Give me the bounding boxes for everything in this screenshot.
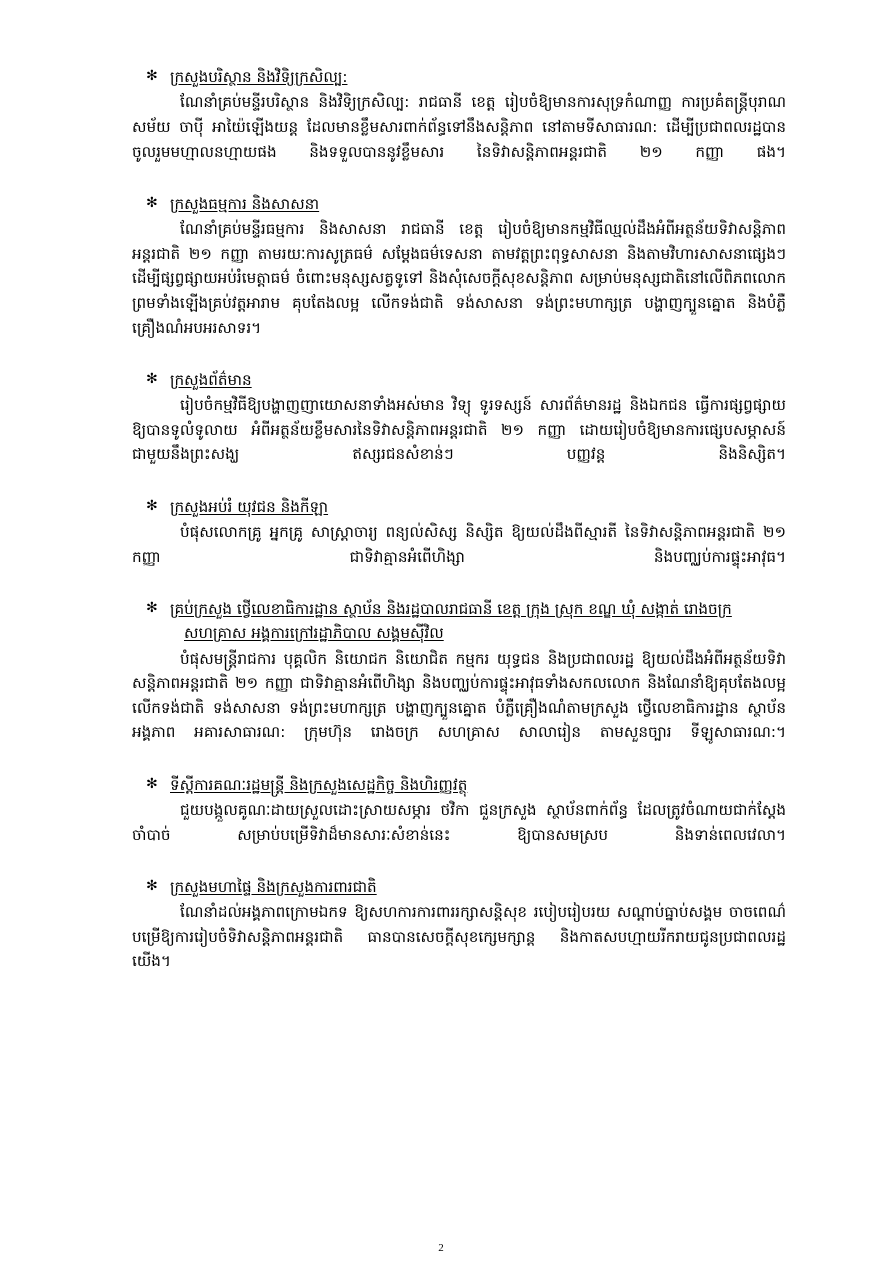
paragraph: បំផុសលោកគ្រូ អ្នកគ្រូ សាស្ត្រាចារ្យ ពន្យល់សិស្ស និស្សិត ឱ្យយល់ដឹងពីស្មារតី នៃទិវាសន្តិភាពអន្តរជាតិ ២១ កញ្ញា ជាទិវាគ្មានអំពើហិង្សា និងបញ្ឈប់ការផ្ទុះអាវុធ។	[132, 523, 786, 566]
bullet-icon: ✻	[146, 68, 158, 84]
paragraph: ជួយបង្កួលគូណៈដាយស្រួលដោះស្រាយសម្ភារ ថវិកា ជួនក្រសួង ស្ថាប័នពាក់ព័ន្ធ ដែលត្រូវចំណាយជាក់ស្តែងចាំបាច់ សម្រាប់បម្រើទិវាដ៏មានសារៈសំខាន់នេះ ឱ្យបានសមស្រប និងទាន់ពេលវេលា។	[132, 800, 786, 844]
section-heading-information	[132, 368, 786, 392]
bullet-icon: ✻	[146, 370, 158, 387]
bullet-icon: ✻	[146, 877, 158, 894]
section-heading-interior-defense	[132, 875, 786, 899]
page-number: 2	[438, 1242, 444, 1254]
section-heading-information-label: ក្រសួងព័ត៌មាន	[170, 370, 252, 389]
section-education-youth-sport	[132, 495, 786, 594]
paragraph: ណែនាំដល់អង្គភាពក្រោមឯកទ ឱ្យសហការការពាររក្សាសន្តិសុខ របៀបរៀបរយ សណ្តាប់ធ្នាប់សង្គម ចាចពេណ៌ បម្រើឱ្យការរៀបចំទិវាសន្តិភាពអន្តរជាតិ ធានបានសេចក្តីសុខក្សេមក្សាន្ត និងកាតសបហ្មាយរីករាយជូនប្រជាពលរដ្ឋយើង។	[132, 903, 786, 971]
section-heading-council-ministers-economy-label: ទីស្តីការគណៈរដ្ឋមន្ត្រី និងក្រសួងសេដ្ឋកិច្ច និងហិរញ្ញវត្ថុ	[170, 775, 468, 794]
section-heading-education-youth-sport-label: ក្រសួងអប់រំ យុវជន និងកីឡា	[170, 497, 329, 516]
section-council-ministers-economy	[132, 773, 786, 872]
section-heading-cults-religion	[132, 192, 786, 216]
section-heading-cults-religion-label: ក្រសួងធម្មការ និងសាសនា	[170, 194, 320, 213]
bullet-icon: ✻	[146, 599, 158, 616]
section-heading-council-ministers-economy	[132, 773, 786, 797]
document-body	[132, 65, 786, 999]
section-heading-ministries-institutions-label-line2: សហគ្រាស អង្គការក្រៅរដ្ឋាភិបាល សង្គមស៊ីវិល	[184, 624, 444, 643]
bullet-icon: ✻	[146, 497, 158, 514]
bullet-icon: ✻	[146, 775, 158, 792]
section-ministries-institutions	[132, 597, 786, 770]
section-heading-environment	[132, 65, 786, 89]
section-heading-interior-defense-label: ក្រសួងមហាផ្ទៃ និងក្រសួងការពារជាតិ	[170, 877, 377, 896]
paragraph: បំផុសមន្ត្រីរាជការ បុគ្គលិក និយោជក និយោជិត កម្មករ យុទ្ធជន និងប្រជាពលរដ្ឋ ឱ្យយល់ដឹងអំពីអត្ថន័យទិវាសន្តិភាពអន្តរជាតិ ២១ កញ្ញា ជាទិវាគ្មានអំពើហិង្សា និងបញ្ឈប់ការផ្ទុះអាវុធទាំងសកលលោក និងណែនាំឱ្យគុបតែងលម្អ លើកទង់ជាតិ ទង់សាសនា ទង់ព្រះមហាក្សត្រ បង្ហាញក្បួនគ្នោត បំភ្លឺគ្រឿងណំតាមក្រសួង ថ្វើលេខាធិការដ្ឋាន ស្ថាប័ន អង្គភាព អគារសាធារណ: ក្រុមហ៊ុន រោងចក្រ សហគ្រាស សាលារៀន តាមសួនច្បារ ទីឡូសាធារណ:។	[132, 649, 786, 742]
section-heading-education-youth-sport	[132, 495, 786, 519]
section-environment	[132, 65, 786, 189]
paragraph: រៀបចំកម្មវិធីឱ្យបង្ហាញញាយោសនាទាំងអស់មាន វិទ្យុ ទូរទស្សន៍ សារព័ត៌មានរដ្ឋ និងឯកជន ធ្វើការផ្សព្វផ្សាយឱ្យបានទូលំទូលាយ អំពីអត្ថន័យខ្លឹមសារនៃទិវាសន្តិភាពអន្តរជាតិ ២១ កញ្ញា ដោយរៀបចំឱ្យមានការផ្សេបសម្ភាសន៍ជាមួយនឹងព្រះសង្ឃ ឥស្សរជនសំខាន់ៗ បញ្ញវន្ត និងនិស្សិត។	[132, 396, 786, 464]
section-heading-environment-label: ក្រសួងបរិស្ថាន និងវិទិ្យក្រសិល្ប:	[170, 68, 348, 86]
section-heading-ministries-institutions	[132, 597, 786, 646]
section-heading-ministries-institutions-label: គ្រប់ក្រសួង ថ្វើលេខាធិការដ្ឋាន ស្ថាប័ន និងរដ្ឋបាលរាជធានី ខេត្ត ក្រុង ស្រុក ខណ្ឌ ឃុំ សង្កាត់ រោងចក្រ	[170, 599, 732, 618]
section-interior-defense	[132, 875, 786, 999]
paragraph: ណែនាំគ្រប់មន្ទីរធម្មការ និងសាសនា រាជធានី ខេត្ត រៀបចំឱ្យមានកម្មវិធីឈ្មល់ដឹងអំពីអត្ថន័យទិវាសន្តិភាព អន្តរជាតិ ២១ កញ្ញា តាមរយៈការសូត្រធម៌ សម្តែងធម៌ទេសនា តាមវត្តព្រះពុទ្ធសាសនា និងតាមវិហារសាសនាផ្សេងៗ ដើម្បីផ្សព្វផ្សាយអប់រំមេត្តាធម៌ ចំពោះមនុស្សសត្វទូទៅ និងសុំសេចក្តីសុខសន្តិភាព សម្រាប់មនុស្សជាតិនៅលើពិភពលោក ព្រមទាំងឡើងគ្រប់វត្តអារាម គុបតែងលម្អ លើកទង់ជាតិ ទង់សាសនា ទង់ព្រះមហាក្សត្រ បង្ហាញក្បួនគ្នោត និងបំភ្លឺគ្រឿងណំអបអរសាទរ។	[132, 220, 786, 337]
bullet-icon: ✻	[146, 194, 158, 211]
section-information	[132, 368, 786, 492]
section-cults-religion	[132, 192, 786, 365]
paragraph: ណែនាំគ្រប់មន្ទីរបរិស្ថាន និងវិទិ្យក្រសិល្ប: រាជធានី ខេត្ត រៀបចំឱ្យមានការសុទ្រកំណាញ្ញ ការប្រគំតន្ត្រីបុរាណ សម័យ ចាប៉ី អាយ៉ៃឡើងយន្ត ដែលមានខ្លឹមសារពាក់ព័ន្ធទៅនឹងសន្តិភាព នៅតាមទីសាធារណ: ដើម្បីប្រជាពលរដ្ឋបានចូលរួមមហ្មាលនហ្មាយផង និងទទួលបាននូវខ្លឹមសារ នៃទិវាសន្តិភាពអន្តរជាតិ ២១ កញ្ញា ផង។	[132, 93, 786, 161]
